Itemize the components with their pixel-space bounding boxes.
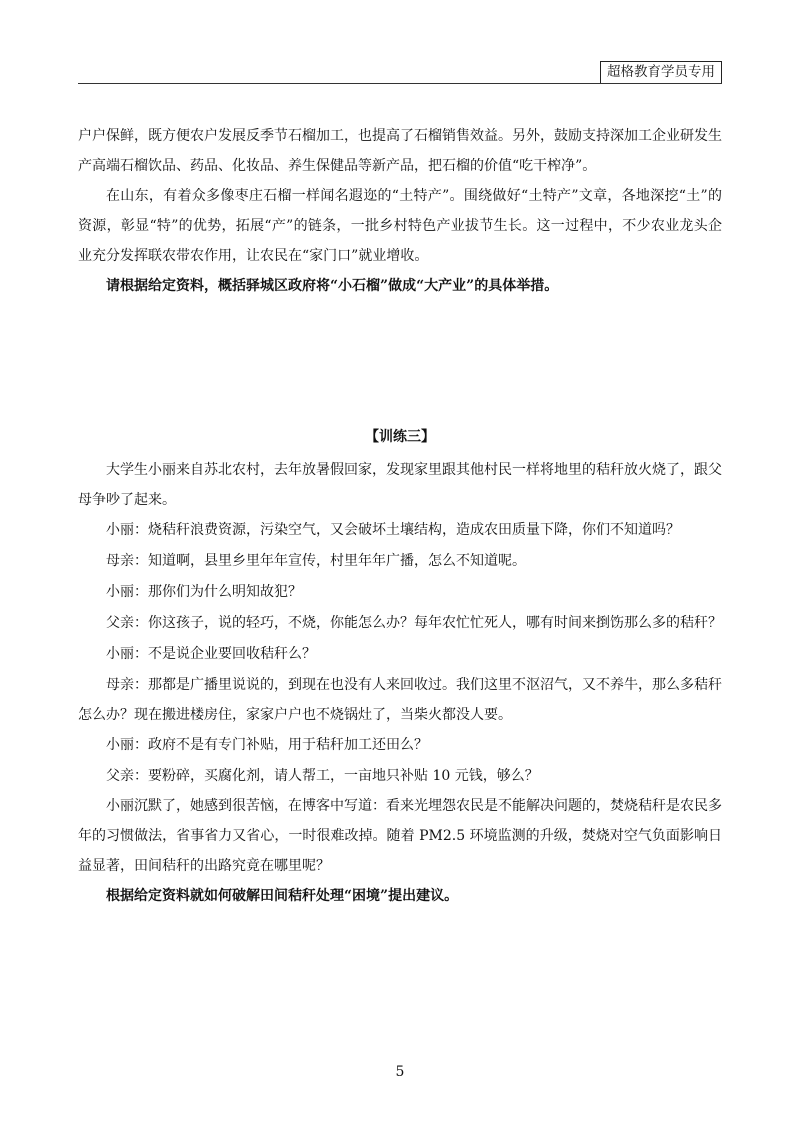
paragraph-pomegranate-processing: 户户保鲜，既方便农户发展反季节石榴加工，也提高了石榴销售效益。另外，鼓励支持深加工企业研发生产高端石榴饮品、药品、化妆品、养生保健品等新产品，把石榴的价值“吃干榨净”。: [78, 128, 722, 174]
dialogue-line: 小丽：政府不是有专门补贴，用于秸秆加工还田么？: [106, 737, 428, 753]
dialogue-line: 小丽：烧秸秆浪费资源，污染空气，又会破坏土壤结构，造成农田质量下降，你们不知道吗？: [106, 522, 680, 538]
page-number: 5: [395, 1064, 405, 1080]
paragraph-shandong-specialties: 在山东，有着众多像枣庄石榴一样闻名遐迩的“土特产”。围绕做好“土特产”文章，各地深挖“土”的资源，彰显“特”的优势，拓展“产”的链条，一批乡村特色产业拔节生长。这一过程中，不少农业龙头企业充分发挥联农带农作用，让农民在“家门口”就业增收。: [78, 188, 722, 264]
question-two: 根据给定资料就如何破解田间秸秆处理“困境”提出建议。: [106, 888, 459, 904]
paragraph-closing: 小丽沉默了，她感到很苦恼，在博客中写道：看来光埋怨农民是不能解决问题的，焚烧秸秆是农民多年的习惯做法，省事省力又省心，一时很难改掉。随着 PM2.5 环境监测的升级，焚烧对空气负面影响日益显著，田间秸秆的出路究竟在哪里呢？: [78, 798, 722, 874]
header-stamp: 超格教育学员专用: [600, 61, 722, 84]
question-one: 请根据给定资料，概括驿城区政府将“小石榴”做成“大产业”的具体举措。: [106, 278, 559, 294]
dialogue-line: 父亲：你这孩子，说的轻巧，不烧，你能怎么办？每年农忙忙死人，哪有时间来捯饬那么多的秸秆？: [106, 615, 722, 631]
dialogue-line: 小丽：不是说企业要回收秸秆么？: [106, 646, 316, 662]
paragraph-intro: 大学生小丽来自苏北农村，去年放暑假回家，发现家里跟其他村民一样将地里的秸秆放火烧了，跟父母争吵了起来。: [78, 462, 722, 508]
dialogue-line: 父亲：要粉碎，买腐化剂，请人帮工，一亩地只补贴 10 元钱，够么？: [106, 768, 539, 784]
dialogue-line: 母亲：那都是广播里说说的，到现在也没有人来回收过。我们这里不沤沼气，又不养牛，那么多秸秆怎么办？现在搬进楼房住，家家户户也不烧锅灶了，当柴火都没人要。: [78, 677, 722, 723]
dialogue-line: 小丽：那你们为什么明知故犯？: [106, 584, 302, 600]
header-rule: [78, 83, 722, 84]
dialogue-line: 母亲：知道啊，县里乡里年年宣传，村里年年广播，怎么不知道呢。: [106, 553, 526, 569]
section-title-training-three: 【训练三】: [365, 429, 435, 445]
